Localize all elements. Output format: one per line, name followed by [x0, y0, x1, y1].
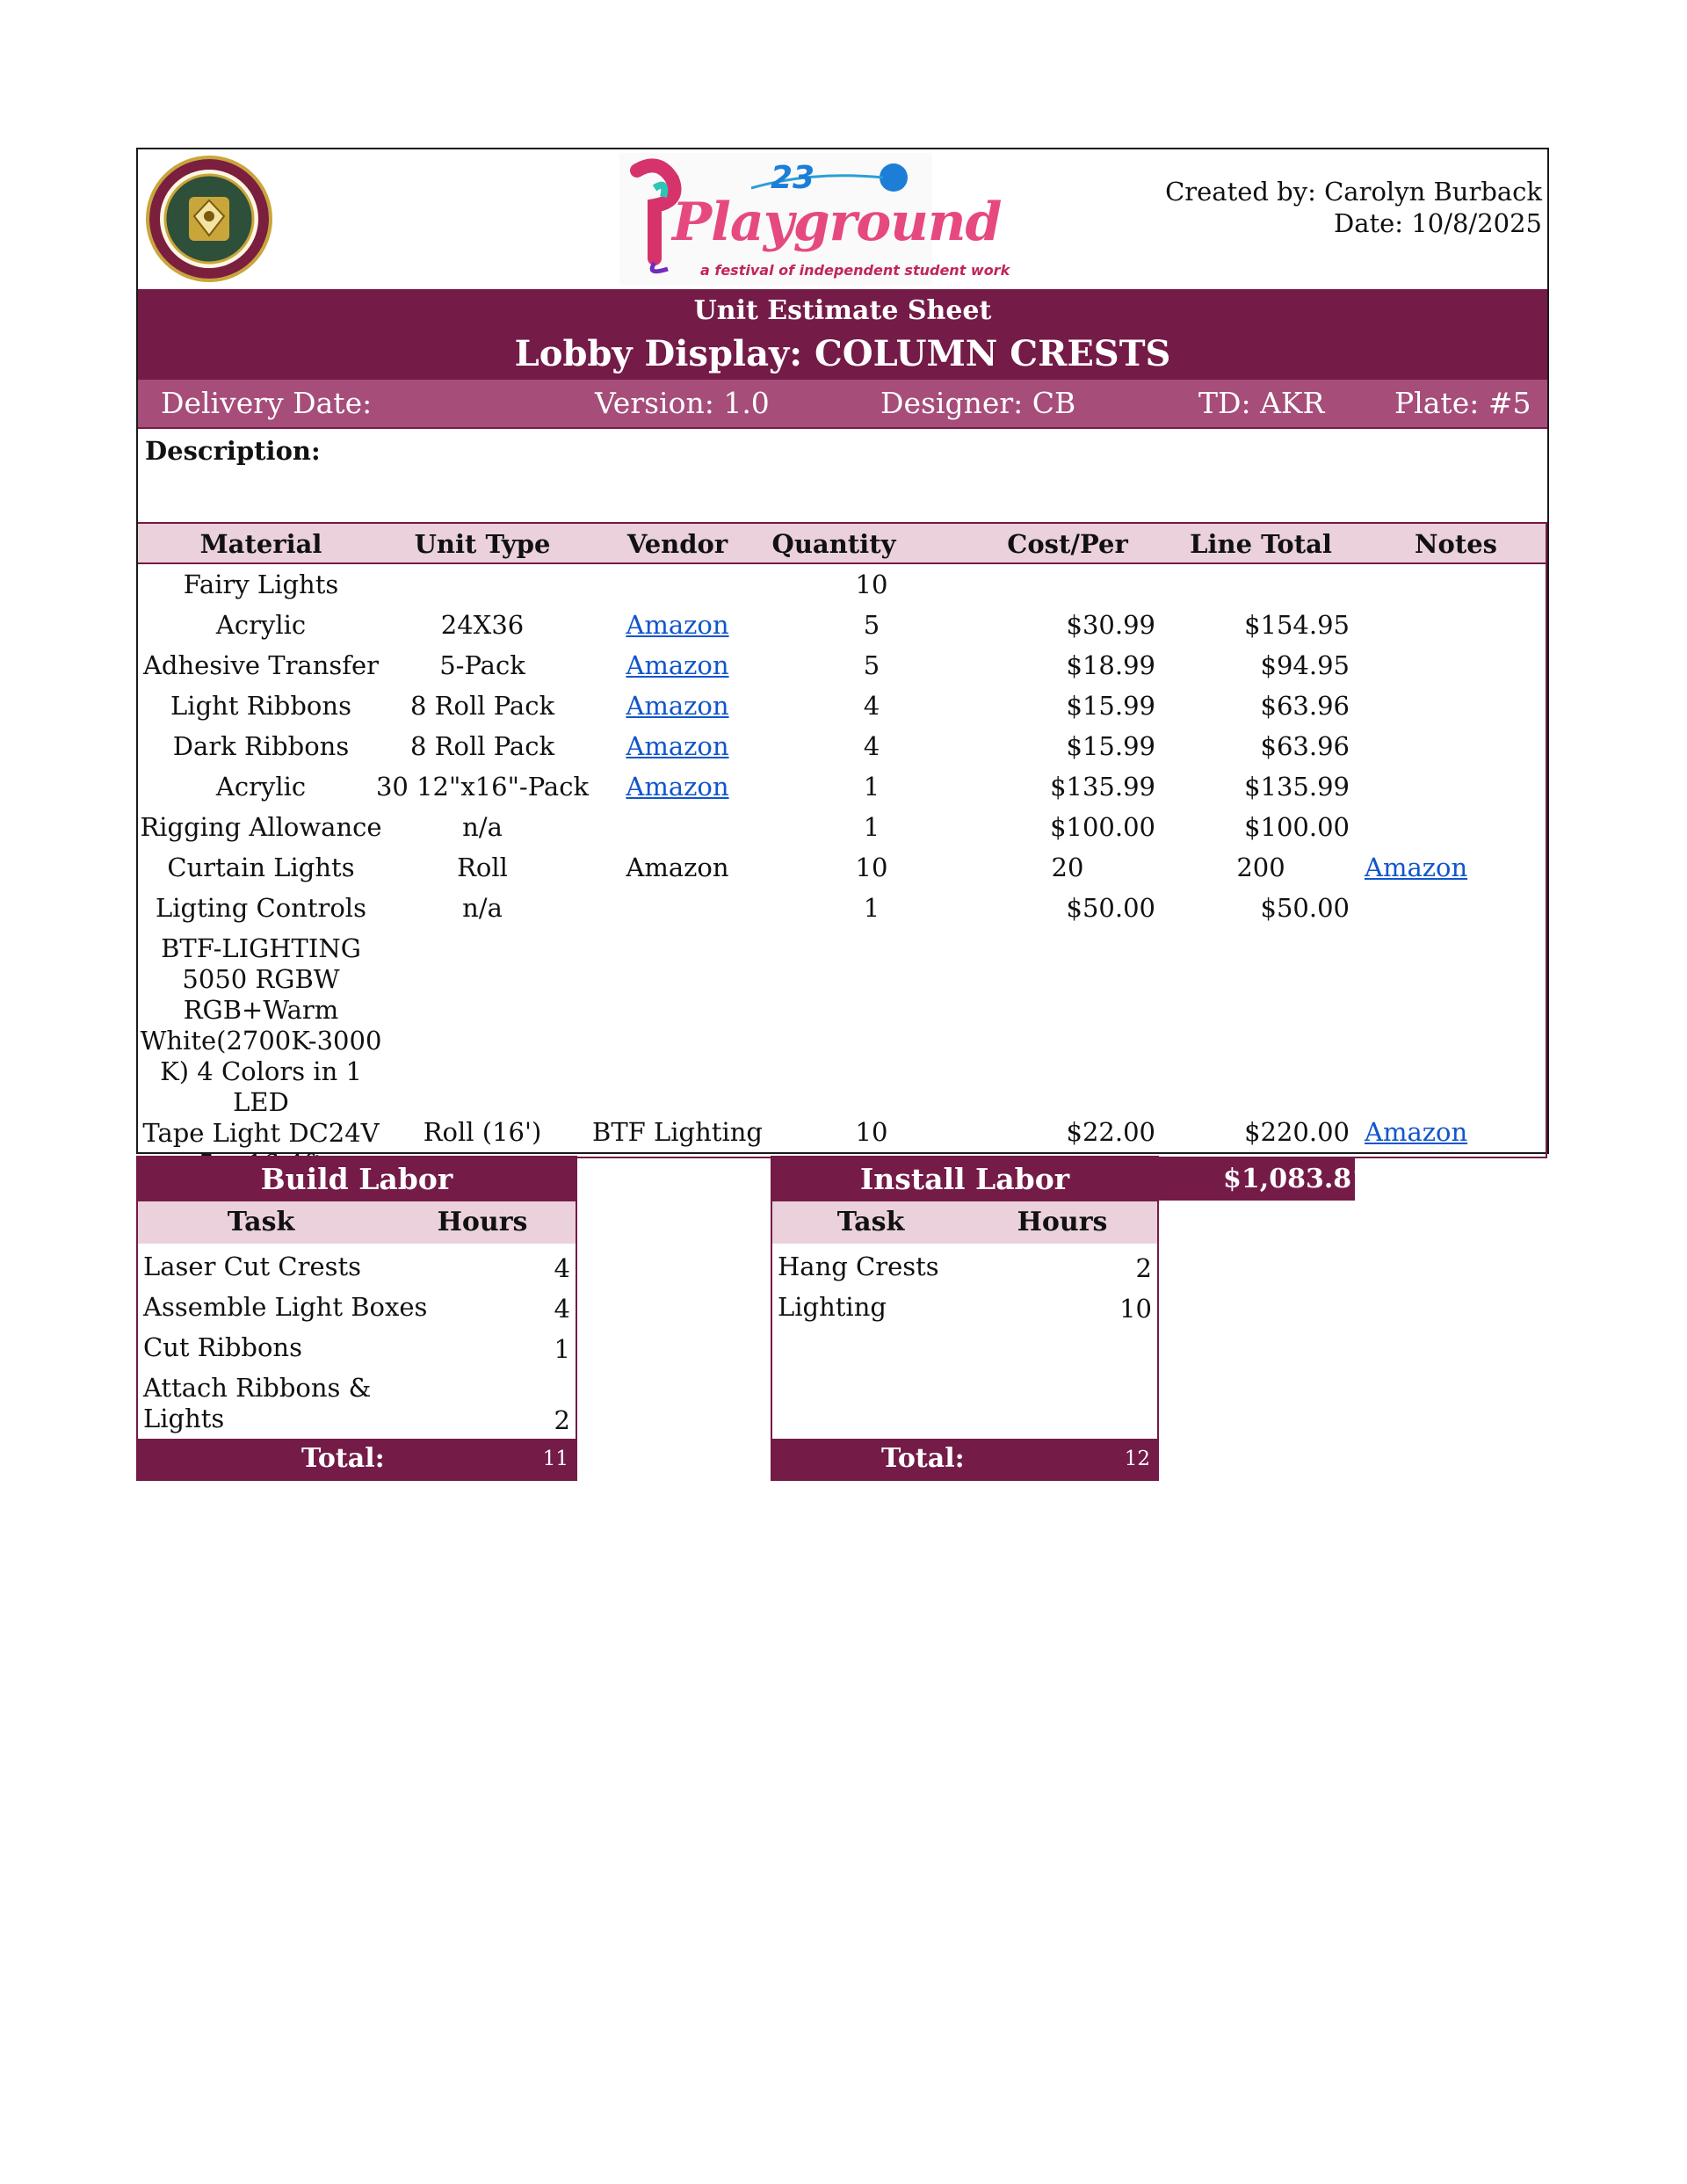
vendor-cell: Amazon: [626, 853, 729, 882]
unit-type-cell: 8 Roll Pack: [409, 691, 555, 721]
line-total-cell: $154.95: [1244, 610, 1350, 640]
task-cell: Cut Ribbons: [143, 1332, 302, 1362]
description-label: Description:: [145, 436, 321, 466]
designer-label: Designer: CB: [880, 386, 1076, 420]
material-cell: Acrylic: [215, 772, 307, 802]
install-labor-title: Install Labor: [772, 1157, 1157, 1201]
build-labor-title: Build Labor: [138, 1157, 576, 1201]
line-total-cell: $50.00: [1260, 893, 1350, 923]
task-cell-continued: Lights: [143, 1404, 225, 1433]
build-labor-total: [138, 1439, 576, 1479]
material-cell: Light Ribbons: [170, 691, 351, 721]
install-col-task: Task: [836, 1207, 905, 1237]
line-total-cell: $63.96: [1260, 691, 1350, 721]
materials-header-row: [138, 522, 1547, 564]
unit-type-cell: Roll (16'): [423, 1117, 542, 1147]
build-total-value: 11: [542, 1448, 568, 1470]
material-line: Tape Light DC24V: [142, 1118, 380, 1148]
unit-type-cell: Roll: [457, 853, 508, 882]
vendor-link[interactable]: Amazon: [626, 691, 729, 721]
install-labor-total: [772, 1439, 1157, 1479]
cost-per-cell: $100.00: [1050, 812, 1155, 842]
line-total-cell: 200: [1236, 853, 1285, 882]
notes-link[interactable]: Amazon: [1365, 853, 1468, 882]
unit-type-cell: 30 12"x16"-Pack: [375, 772, 590, 802]
col-quantity: Quantity: [771, 529, 896, 559]
logo-number: 23: [771, 160, 815, 196]
material-line: BTF-LIGHTING: [161, 933, 361, 963]
col-unit-type: Unit Type: [414, 529, 551, 559]
material-cell: Adhesive Transfer: [142, 650, 380, 680]
quantity-cell: 1: [863, 893, 880, 923]
quantity-cell: 10: [855, 570, 888, 599]
material-cell: Rigging Allowance: [140, 812, 382, 842]
build-total-label: Total:: [301, 1443, 385, 1474]
display-title: Lobby Display: COLUMN CRESTS: [138, 333, 1547, 380]
build-col-hours: Hours: [437, 1207, 528, 1237]
material-cell-multiline: [138, 933, 384, 1179]
install-labor-header: [772, 1201, 1157, 1244]
quantity-cell: 4: [863, 691, 880, 721]
cost-per-cell: $15.99: [1066, 731, 1155, 761]
plate-label: Plate: #5: [1394, 386, 1531, 420]
task-cell: Laser Cut Crests: [143, 1252, 362, 1281]
col-vendor: Vendor: [626, 529, 728, 559]
unit-type-cell: 5-Pack: [439, 650, 525, 680]
line-total-cell: $100.00: [1244, 812, 1350, 842]
task-cell: Lighting: [778, 1292, 887, 1322]
quantity-cell: 5: [863, 610, 880, 640]
table-right-border: [1546, 522, 1547, 1158]
col-material: Material: [199, 529, 322, 559]
task-cell: Attach Ribbons &: [143, 1373, 372, 1403]
unit-type-cell: n/a: [462, 812, 503, 842]
created-date: Date: 10/8/2025: [1333, 208, 1542, 238]
install-total-label: Total:: [881, 1443, 965, 1474]
version-label: Version: 1.0: [595, 386, 770, 420]
material-cell: Acrylic: [215, 610, 307, 640]
notes-link[interactable]: Amazon: [1365, 1117, 1468, 1147]
created-by: Created by: Carolyn Burback: [1165, 177, 1542, 207]
vendor-link[interactable]: Amazon: [626, 610, 729, 640]
build-labor-table: [136, 1156, 577, 1481]
col-line-total: Line Total: [1190, 529, 1332, 559]
materials-table: [138, 564, 1547, 1157]
quantity-cell: 4: [863, 731, 880, 761]
vendor-link[interactable]: Amazon: [626, 731, 729, 761]
unit-type-cell: n/a: [462, 893, 503, 923]
material-line: K) 4 Colors in 1 LED: [160, 1056, 362, 1117]
vendor-cell: BTF Lighting: [592, 1117, 763, 1147]
td-label: TD: AKR: [1198, 386, 1325, 420]
build-col-task: Task: [227, 1207, 295, 1237]
cost-per-cell: $15.99: [1066, 691, 1155, 721]
hours-cell: 10: [1119, 1294, 1152, 1324]
task-cell: Assemble Light Boxes: [143, 1292, 428, 1322]
quantity-cell: 5: [863, 650, 880, 680]
install-labor-table: [771, 1156, 1159, 1481]
build-labor-header: [138, 1201, 576, 1244]
logo-tagline: a festival of independent student work: [700, 262, 1010, 279]
material-cell: Ligting Controls: [156, 893, 366, 923]
materials-total-value: $1,083.81: [1223, 1164, 1371, 1194]
material-line: 5050 RGBW: [182, 964, 340, 994]
material-line: RGB+Warm: [183, 995, 339, 1025]
material-cell: Dark Ribbons: [172, 731, 350, 761]
install-col-hours: Hours: [1017, 1207, 1108, 1237]
info-bar: [138, 380, 1547, 427]
line-total-cell: $135.99: [1244, 772, 1350, 802]
cost-per-cell: $50.00: [1066, 893, 1155, 923]
material-line: White(2700K-3000: [140, 1026, 382, 1056]
cost-per-cell: $135.99: [1050, 772, 1155, 802]
sheet-type-title: Unit Estimate Sheet: [138, 289, 1547, 333]
unit-type-cell: 24X36: [440, 610, 525, 640]
hours-cell: 1: [554, 1334, 570, 1364]
description-box: [138, 427, 1547, 515]
creator-info: [1165, 176, 1542, 239]
quantity-cell: 1: [863, 812, 880, 842]
hours-cell: 4: [554, 1294, 570, 1324]
cost-per-cell: 20: [1051, 853, 1084, 882]
hours-cell: 2: [554, 1405, 570, 1435]
material-cell: Fairy Lights: [183, 570, 339, 599]
vendor-link[interactable]: Amazon: [626, 650, 729, 680]
line-total-cell: $220.00: [1244, 1117, 1350, 1147]
sheet-header: [138, 149, 1547, 288]
cost-per-cell: $18.99: [1066, 650, 1155, 680]
line-total-cell: $63.96: [1260, 731, 1350, 761]
quantity-cell: 10: [855, 1117, 888, 1147]
hours-cell: 2: [1135, 1253, 1152, 1283]
vendor-link[interactable]: Amazon: [626, 772, 729, 802]
task-cell: Hang Crests: [778, 1252, 939, 1281]
logo-word: Playground: [672, 192, 1002, 253]
cost-per-cell: $22.00: [1066, 1117, 1155, 1147]
col-cost-per: Cost/Per: [1007, 529, 1128, 559]
col-notes: Notes: [1414, 529, 1498, 559]
hours-cell: 4: [554, 1253, 570, 1283]
quantity-cell: 1: [863, 772, 880, 802]
material-cell: Curtain Lights: [167, 853, 355, 882]
install-total-value: 12: [1124, 1448, 1150, 1470]
quantity-cell: 10: [855, 853, 888, 882]
delivery-date-label: Delivery Date:: [161, 386, 373, 420]
cost-per-cell: $30.99: [1066, 610, 1155, 640]
unit-type-cell: 8 Roll Pack: [409, 731, 555, 761]
line-total-cell: $94.95: [1260, 650, 1350, 680]
university-seal-logo: [145, 155, 273, 283]
